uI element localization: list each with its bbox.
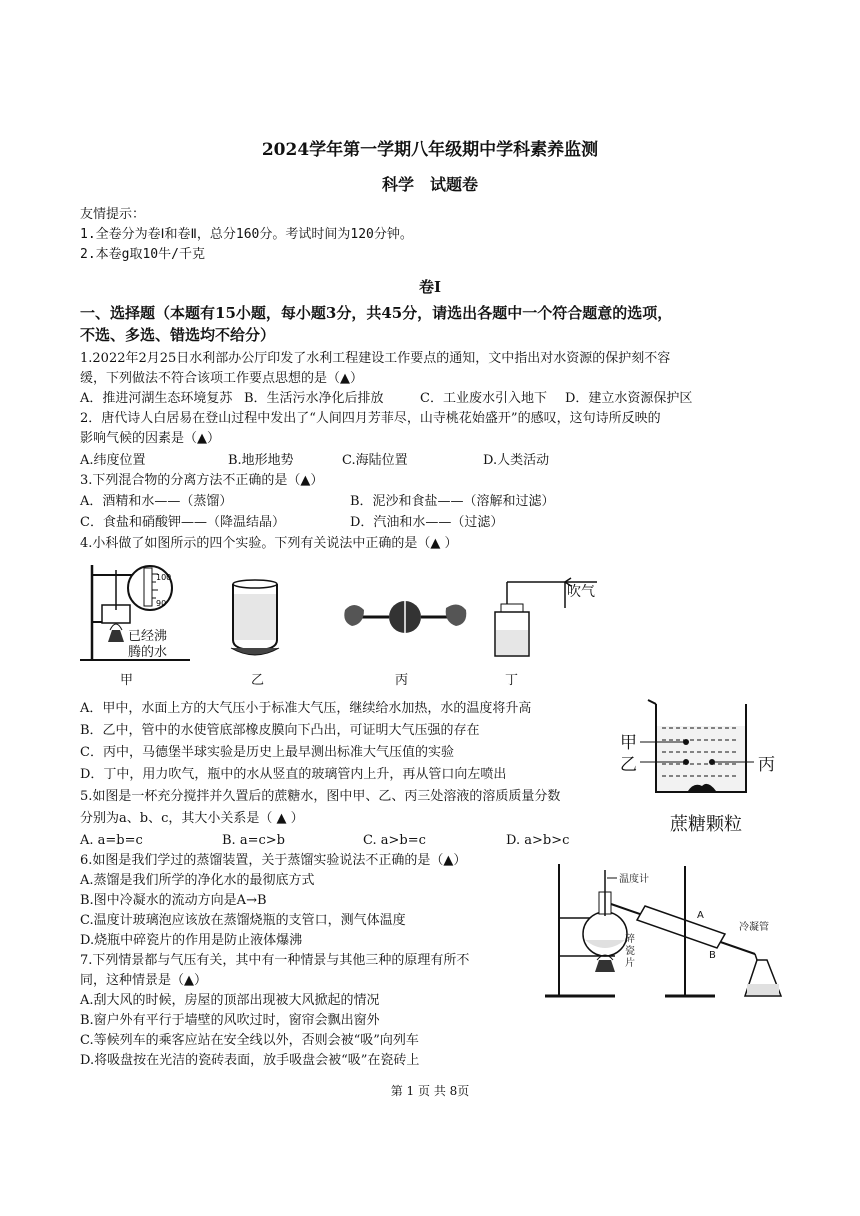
- scale-label-90: 90: [156, 599, 167, 608]
- figure-label: 乙: [251, 673, 265, 688]
- question-stem: 6.如图是我们学过的蒸馏装置，关于蒸馏实验说法不正确的是（▲）: [80, 853, 467, 868]
- option-d: D．丁中，用力吹气，瓶中的水从竖直的玻璃管内上升，再从管口向左喷出: [80, 767, 507, 782]
- label-yi: 乙: [620, 755, 637, 775]
- option-d: D．建立水资源保护区: [565, 391, 693, 406]
- option-b: B．泥沙和食盐——（溶解和过滤）: [350, 494, 555, 509]
- option-a: A.刮大风的时候，房屋的顶部出现被大风掀起的情况: [80, 993, 380, 1008]
- option-a: A.纬度位置: [80, 453, 146, 468]
- figure-jia-boiling: [80, 560, 200, 665]
- option-a: A.蒸馏是我们所学的净化水的最彻底方式: [80, 873, 315, 888]
- question-stem: 分别为a、b、c，其大小关系是（ ▲ ）: [80, 811, 304, 826]
- section-heading: 一、选择题（本题有15小题，每小题3分，共45分，请选出各题中一个符合题意的选项，: [80, 304, 673, 322]
- boiling-label-2: 腾的水: [128, 645, 168, 660]
- figure-bing-hemispheres: [340, 592, 470, 642]
- chips-label-3: 片: [625, 958, 635, 969]
- option-d: D.人类活动: [483, 453, 550, 468]
- question-stem: 3.下列混合物的分离方法不正确的是（▲）: [80, 473, 324, 488]
- option-a: A．推进河湖生态环境复苏: [80, 391, 233, 406]
- option-a: A. a=b=c: [80, 833, 143, 848]
- label-bing: 丙: [758, 755, 775, 775]
- option-b: B.地形地势: [228, 453, 294, 468]
- notes-item: 1.全卷分为卷Ⅰ和卷Ⅱ，总分160分。考试时间为120分钟。: [80, 227, 413, 242]
- question-stem: 1.2022年2月25日水利部办公厅印发了水利工程建设工作要点的通知，文中指出对水资源的保护刻不容: [80, 351, 671, 366]
- option-a: A．甲中，水面上方的大气压小于标准大气压，继续给水加热，水的温度将升高: [80, 701, 532, 716]
- option-c: C.等候列车的乘客应站在安全线以外，否则会被“吸”向列车: [80, 1033, 419, 1048]
- option-b: B.窗户外有平行于墙壁的风吹过时，窗帘会飘出窗外: [80, 1013, 380, 1028]
- question-stem: 同，这种情景是（▲）: [80, 973, 207, 988]
- question-stem: 影响气候的因素是（▲）: [80, 431, 220, 446]
- thermometer-label: 温度计: [619, 874, 649, 885]
- question-stem: 5.如图是一杯充分搅拌并久置后的蔗糖水，图中甲、乙、丙三处溶液的溶质质量分数: [80, 789, 561, 804]
- option-d: D.烧瓶中碎瓷片的作用是防止液体爆沸: [80, 933, 303, 948]
- figure-ding-blow: [485, 570, 615, 662]
- scale-label-100: 100: [156, 573, 172, 582]
- option-c: C. a>b=c: [363, 833, 426, 848]
- option-b: B. a=c>b: [222, 833, 285, 848]
- option-d: D.将吸盘按在光洁的瓷砖表面，放手吸盘会被“吸”在瓷砖上: [80, 1053, 420, 1068]
- figure-label: 甲: [120, 673, 134, 688]
- question-stem: 4.小科做了如图所示的四个实验。下列有关说法中正确的是（▲ ）: [80, 536, 458, 551]
- boiling-label-1: 已经沸: [128, 629, 168, 644]
- port-b-label: B: [709, 950, 716, 961]
- label-jia: 甲: [620, 733, 637, 753]
- figure-label: 丁: [505, 673, 519, 688]
- figure-sugar-water: [618, 696, 788, 838]
- question-stem: 7.下列情景都与气压有关，其中有一种情景与其他三种的原理有所不: [80, 953, 470, 968]
- blow-label: 吹气: [567, 584, 595, 600]
- section-heading: 不选、多选、错选均不给分）: [80, 326, 276, 344]
- figure-distillation: [545, 856, 790, 1004]
- condenser-label: 冷凝管: [739, 922, 769, 933]
- port-a-label: A: [697, 910, 704, 921]
- page-footer: 第 1 页 共 8页: [390, 1084, 470, 1098]
- option-d: D. a>b>c: [506, 833, 570, 848]
- option-c: C．丙中，马德堡半球实验是历史上最早测出标准大气压值的实验: [80, 745, 454, 760]
- notes-item: 2.本卷g取10牛/千克: [80, 247, 205, 262]
- option-c: C.海陆位置: [342, 453, 408, 468]
- figure-yi-tube: [225, 578, 285, 660]
- option-c: C.温度计玻璃泡应该放在蒸馏烧瓶的支管口，测气体温度: [80, 913, 406, 928]
- option-c: C．工业废水引入地下: [420, 391, 547, 406]
- option-b: B．生活污水净化后排放: [244, 391, 384, 406]
- volume-title: 卷Ⅰ: [418, 278, 442, 296]
- question-stem: 缓，下列做法不符合该项工作要点思想的是（▲）: [80, 371, 363, 386]
- option-b: B．乙中，管中的水使管底部橡皮膜向下凸出，可证明大气压强的存在: [80, 723, 480, 738]
- option-c: C．食盐和硝酸钾——（降温结晶）: [80, 515, 285, 530]
- notes-heading: 友情提示：: [80, 207, 146, 222]
- chips-label-1: 碎: [625, 934, 635, 945]
- chips-label-2: 瓷: [625, 946, 635, 957]
- figure-label: 丙: [395, 673, 409, 688]
- page-title: 2024学年第一学期八年级期中学科素养监测: [261, 140, 599, 160]
- option-b: B.图中冷凝水的流动方向是A→B: [80, 893, 267, 908]
- question-stem: 2．唐代诗人白居易在登山过程中发出了“人间四月芳菲尽，山寺桃花始盛开”的感叹，这句诗所反映的: [80, 411, 661, 426]
- sugar-caption: 蔗糖颗粒: [670, 814, 742, 835]
- option-a: A．酒精和水——（蒸馏）: [80, 494, 233, 509]
- option-d: D．汽油和水——（过滤）: [350, 515, 504, 530]
- page-subtitle: 科学 试题卷: [381, 175, 478, 194]
